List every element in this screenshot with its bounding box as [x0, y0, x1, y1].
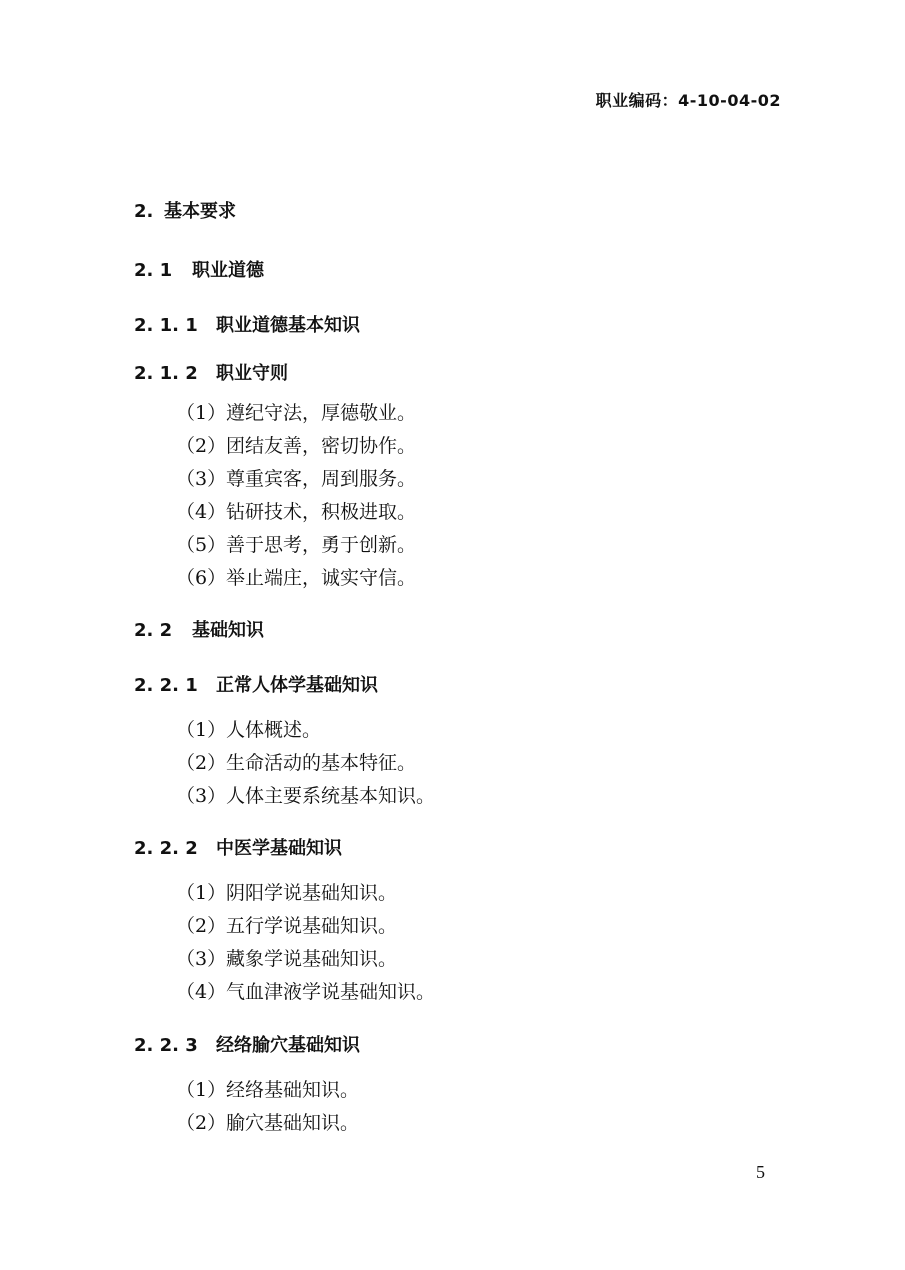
section-title: 经络腧穴基础知识: [216, 1035, 360, 1056]
section-number: 2. 1: [134, 260, 173, 281]
item-text: 人体概述。: [226, 719, 322, 741]
section-number: 2. 2. 1: [134, 675, 198, 696]
item-marker: （1）: [176, 882, 227, 904]
section-heading: [134, 671, 378, 697]
list-item: [176, 562, 416, 595]
item-text: 团结友善，密切协作。: [226, 435, 417, 457]
list-item: [176, 714, 435, 747]
item-text: 尊重宾客，周到服务。: [226, 468, 417, 490]
item-list: [176, 877, 435, 1009]
list-item: [176, 496, 416, 529]
item-marker: （1）: [176, 1079, 227, 1101]
section-title: 中医学基础知识: [216, 838, 342, 859]
item-text: 人体主要系统基本知识。: [226, 785, 436, 807]
section-number: 2. 1. 1: [134, 315, 198, 336]
item-text: 钻研技术，积极进取。: [226, 501, 417, 523]
list-item: [176, 943, 435, 976]
list-item: [176, 910, 435, 943]
list-item: [176, 397, 416, 430]
item-text: 阴阳学说基础知识。: [226, 882, 398, 904]
item-text: 气血津液学说基础知识。: [226, 981, 436, 1003]
section-title: 职业道德基本知识: [216, 315, 360, 336]
section-title: 职业道德: [192, 260, 264, 281]
list-item: [176, 780, 435, 813]
item-text: 举止端庄，诚实守信。: [226, 567, 417, 589]
section-number: 2. 2. 2: [134, 838, 198, 859]
section-heading: [134, 197, 236, 223]
item-text: 藏象学说基础知识。: [226, 948, 398, 970]
item-text: 善于思考，勇于创新。: [226, 534, 417, 556]
section-heading: [134, 616, 264, 642]
list-item: [176, 1074, 359, 1107]
item-text: 腧穴基础知识。: [226, 1112, 360, 1134]
page-number: 5: [756, 1162, 765, 1182]
section-title: 正常人体学基础知识: [216, 675, 378, 696]
item-marker: （1）: [176, 719, 227, 741]
section-title: 基本要求: [164, 201, 236, 222]
section-number: 2. 2: [134, 620, 173, 641]
section-number: 2.: [134, 201, 154, 222]
item-marker: （4）: [176, 501, 227, 523]
section-heading: [134, 359, 288, 385]
section-heading: [134, 834, 342, 860]
item-marker: （4）: [176, 981, 227, 1003]
item-marker: （1）: [176, 402, 227, 424]
item-marker: （6）: [176, 567, 227, 589]
item-list: [176, 714, 435, 813]
item-marker: （2）: [176, 915, 227, 937]
item-text: 遵纪守法，厚德敬业。: [226, 402, 417, 424]
list-item: [176, 976, 435, 1009]
section-number: 2. 1. 2: [134, 363, 198, 384]
list-item: [176, 463, 416, 496]
item-marker: （5）: [176, 534, 227, 556]
item-text: 生命活动的基本特征。: [226, 752, 417, 774]
list-item: [176, 747, 435, 780]
item-marker: （2）: [176, 1112, 227, 1134]
section-number: 2. 2. 3: [134, 1035, 198, 1056]
item-text: 经络基础知识。: [226, 1079, 360, 1101]
section-heading: [134, 311, 360, 337]
section-heading: [134, 1031, 360, 1057]
item-marker: （2）: [176, 752, 227, 774]
item-text: 五行学说基础知识。: [226, 915, 398, 937]
occupation-code: 职业编码：4-10-04-02: [595, 91, 781, 110]
item-marker: （3）: [176, 468, 227, 490]
item-list: [176, 397, 416, 595]
list-item: [176, 1107, 359, 1140]
section-heading: [134, 256, 264, 282]
section-title: 基础知识: [192, 620, 264, 641]
list-item: [176, 430, 416, 463]
item-list: [176, 1074, 359, 1140]
section-title: 职业守则: [216, 363, 288, 384]
item-marker: （3）: [176, 948, 227, 970]
list-item: [176, 877, 435, 910]
item-marker: （2）: [176, 435, 227, 457]
list-item: [176, 529, 416, 562]
item-marker: （3）: [176, 785, 227, 807]
